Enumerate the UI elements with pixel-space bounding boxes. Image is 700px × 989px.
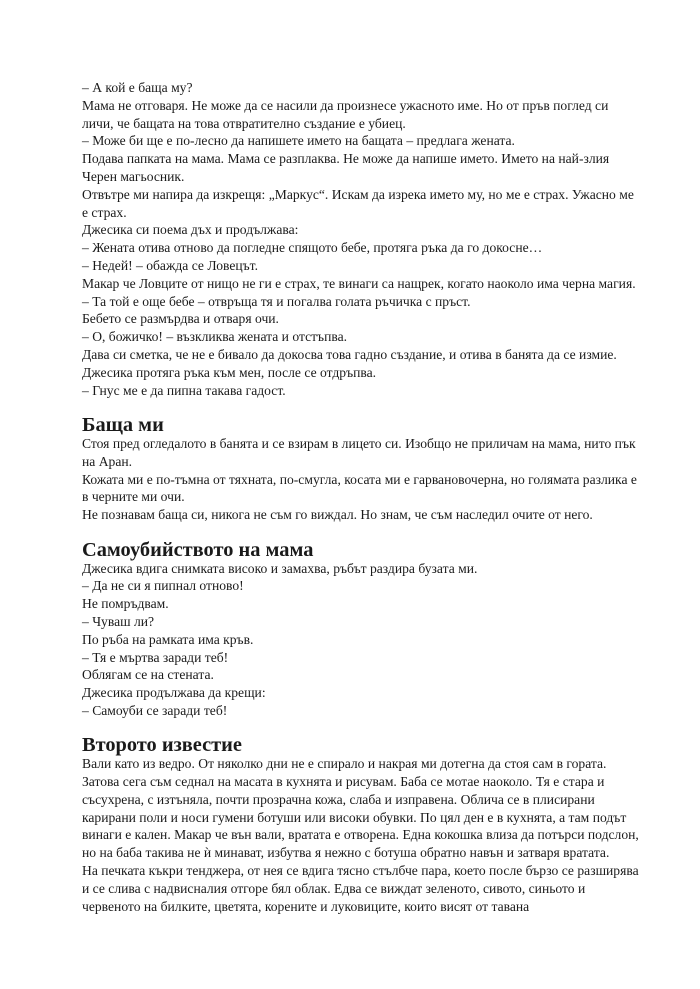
paragraph: Не помръдвам. [82,596,169,612]
section-heading: Баща ми [82,414,164,437]
paragraph: По ръба на рамката има кръв. [82,631,254,647]
paragraph: Вали като из ведро. От няколко дни не е спирало и накрая ми дотегна да стоя сам в гората. Затова сега съм седнал на масата в кухнята и рисувам. Баба се мотае наоколо. Тя е стара и съсухрена, с изтъняла, почти прозрачна кожа, слаба и изправена. Облича се в плисирани карирани поли и носи гумени ботуши или високи обувки. По цял ден е в кухнята, а там подът винаги е кален. Макар че вън вали, вратата е отворена. Една кокошка влиза да потърси подслон, но на баба такива не ѝ минават, избутва я нежно с ботуша обратно навън и затваря вратата. [82,756,639,861]
paragraph: Подава папката на мама. Мама се разплаква. Не може да напише името. Името на най-злия Черен магьосник. [82,151,610,184]
paragraph: Дава си сметка, че не е бивало да докосва това гадно създание, и отива в банята да се измие. [82,346,617,362]
section-heading: Самоубийството на мама [82,538,314,561]
paragraph: – О, божичко! – възкликва жената и отстъпва. [82,329,348,345]
paragraph: – Та той е още бебе – отвръща тя и погалва голата ръчичка с пръст. [82,293,471,309]
paragraph: Джесика протяга ръка към мен, после се отдръпва. [82,364,377,380]
section-second-notice [82,734,642,915]
document-page [82,79,642,915]
section-suicide [82,538,642,720]
paragraph: – Чуваш ли? [82,613,155,629]
paragraph: – Жената отива отново да погледне спящото бебе, протяга ръка да го докосне… [82,240,543,256]
paragraph: Кожата ми е по-тъмна от тяхната, по-смугла, косата ми е гарвановочерна, но голямата разлика е в черните ми очи. [82,471,637,505]
paragraph: Отвътре ми напира да изкрещя: „Маркус“. Искам да изрека името му, но ме е страх. Ужасно ме е страх. [82,186,634,220]
section-heading: Второто известие [82,734,242,757]
paragraph: – Да не си я пипнал отново! [82,578,244,594]
paragraph: Стоя пред огледалото в банята и се взирам в лицето си. Изобщо не приличам на мама, нито пък на Аран. [82,435,636,469]
section-opening [82,79,642,399]
paragraph: – Може би ще е по-лесно да напишете името на бащата – предлага жената. [82,133,515,149]
paragraph: Джесика продължава да крещи: [82,685,266,701]
paragraph: – Самоуби се заради теб! [82,702,228,718]
paragraph: Джесика си поема дъх и продължава: [82,222,299,238]
paragraph: Облягам се на стената. [82,667,214,683]
section-father [82,414,642,524]
paragraph: – А кой е баща му? [82,80,193,95]
paragraph: – Тя е мъртва заради теб! [82,649,229,665]
paragraph: – Гнус ме е да пипна такава гадост. [82,382,286,398]
paragraph: На печката къкри тенджера, от нея се вдига тясно стълбче пара, което после бързо се разширява и се слива с надвисналия отгоре бял облак. Едва се виждат зеленото, сивото, синьото и червеното на билките, цветята, корените и луковиците, които висят от тавана [82,863,639,914]
paragraph: Не познавам баща си, никога не съм го виждал. Но знам, че съм наследил очите от него. [82,507,593,523]
paragraph: Мама не отговаря. Не може да се насили да произнесе ужасното име. Но от пръв поглед си личи, че бащата на това отвратително създание е убиец. [82,97,609,131]
paragraph: Макар че Ловците от нищо не ги е страх, те винаги са нащрек, когато наоколо има черна магия. [82,275,636,291]
paragraph: Бебето се размърдва и отваря очи. [82,311,279,327]
paragraph: – Недей! – обажда се Ловецът. [82,257,259,273]
paragraph: Джесика вдига снимката високо и замахва, ръбът раздира бузата ми. [82,560,478,576]
